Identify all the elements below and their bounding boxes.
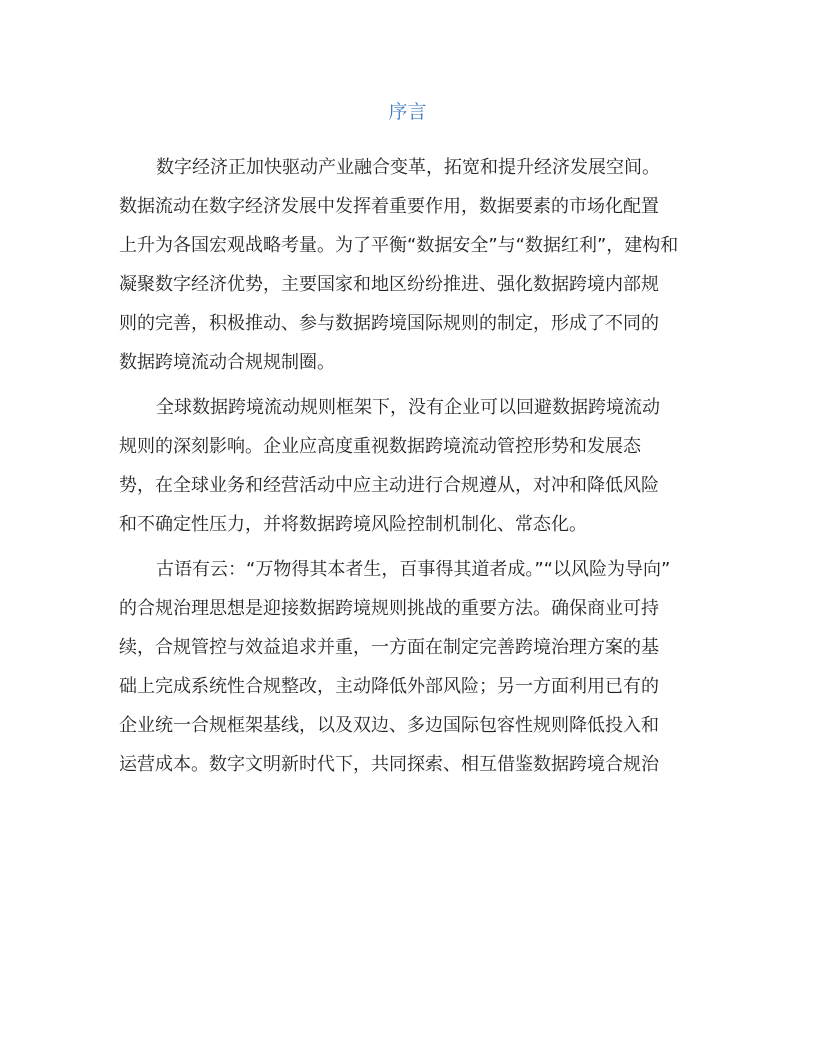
text-line: 续，合规管控与效益追求并重，一方面在制定完善跨境治理方案的基 [119, 637, 659, 658]
text-line: 古语有云：“万物得其本者生，百事得其道者成。”“以风险为导向” [156, 559, 671, 580]
text-line: 数据跨境流动合规规制圈。 [119, 352, 335, 373]
text-line: 上升为各国宏观战略考量。为了平衡“数据安全”与“数据红利”，建构和 [119, 235, 679, 256]
preface-body [119, 148, 697, 790]
text-line: 数据流动在数字经济发展中发挥着重要作用，数据要素的市场化配置 [119, 196, 659, 217]
text-line: 凝聚数字经济优势，主要国家和地区纷纷推进、强化数据跨境内部规 [119, 274, 659, 295]
text-line: 全球数据跨境流动规则框架下，没有企业可以回避数据跨境流动 [156, 397, 660, 418]
paragraph-1 [119, 148, 697, 382]
text-line: 则的完善，积极推动、参与数据跨境国际规则的制定，形成了不同的 [119, 313, 659, 334]
page-title: 序言 [388, 101, 427, 123]
text-line: 和不确定性压力，并将数据跨境风险控制机制化、常态化。 [119, 514, 587, 535]
paragraph-3 [119, 550, 697, 784]
text-line: 企业统一合规框架基线，以及双边、多边国际包容性规则降低投入和 [119, 715, 659, 736]
text-line: 运营成本。数字文明新时代下，共同探索、相互借鉴数据跨境合规治 [119, 754, 659, 775]
text-line: 势，在全球业务和经营活动中应主动进行合规遵从，对冲和降低风险 [119, 475, 659, 496]
text-line: 础上完成系统性合规整改，主动降低外部风险；另一方面利用已有的 [119, 676, 659, 697]
text-line: 规则的深刻影响。企业应高度重视数据跨境流动管控形势和发展态 [119, 436, 641, 457]
text-line: 的合规治理思想是迎接数据跨境规则挑战的重要方法。确保商业可持 [119, 598, 659, 619]
text-line: 数字经济正加快驱动产业融合变革，拓宽和提升经济发展空间。 [156, 157, 660, 178]
paragraph-2 [119, 388, 697, 544]
